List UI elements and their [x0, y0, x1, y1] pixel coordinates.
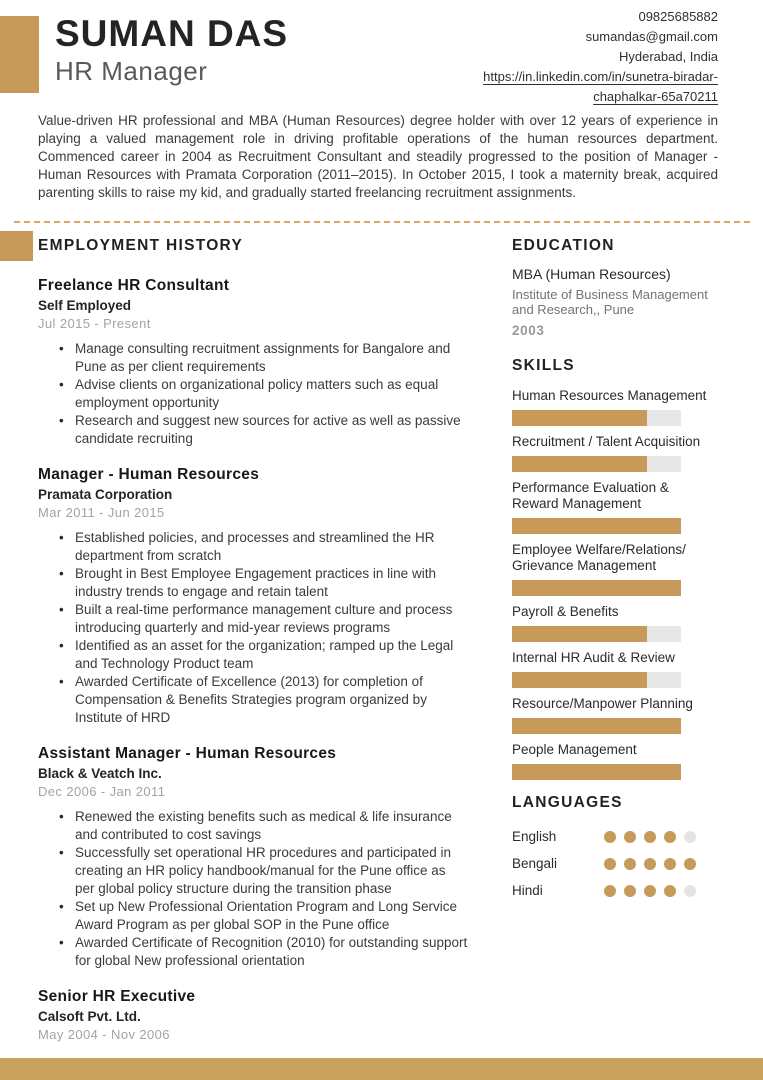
- skill-level-fill: [512, 672, 647, 688]
- job-company: Pramata Corporation: [38, 487, 173, 502]
- job-title: Manager - Human Resources: [38, 466, 260, 483]
- resume-header: [0, 0, 763, 104]
- education-heading: EDUCATION: [512, 237, 615, 254]
- job-company: Calsoft Pvt. Ltd.: [38, 1009, 141, 1024]
- skill-label: Human Resources Management: [512, 388, 707, 403]
- skill-level-fill: [512, 580, 681, 596]
- skill-item: [512, 696, 718, 734]
- identity-block: [55, 14, 288, 87]
- job-bullet: • Renewed the existing benefits such as medical & life insurance and contributed to cost savings: [57, 808, 468, 844]
- job-dates: Mar 2011 - Jun 2015: [38, 505, 165, 520]
- job-company: Black & Veatch Inc.: [38, 766, 162, 781]
- job-bullet: • Awarded Certificate of Recognition (2010) for outstanding support for global New professional orientation: [57, 934, 468, 970]
- job-bullet: • Manage consulting recruitment assignments for Bangalore and Pune as per client requirements: [57, 340, 468, 376]
- skill-level-fill: [512, 518, 681, 534]
- language-level-dot: [624, 885, 636, 897]
- skill-label: Recruitment / Talent Acquisition: [512, 434, 701, 449]
- language-level-dot: [664, 858, 676, 870]
- education-degree: MBA (Human Resources): [512, 266, 671, 282]
- skill-label: Resource/Manpower Planning: [512, 696, 693, 711]
- language-level-dot: [644, 885, 656, 897]
- linkedin-url-line2: chaphalkar-65a70211: [593, 89, 718, 104]
- job-bullet: • Brought in Best Employee Engagement practices in line with industry trends to engage and retain talent: [57, 565, 468, 601]
- language-level-dot: [684, 858, 696, 870]
- contact-info: [483, 7, 718, 107]
- job-bullet: • Successfully set operational HR procedures and participated in creating an HR policy handbook/manual for the Pune office as per global policy structure during the transition phase: [57, 844, 468, 898]
- skill-level-bar: [512, 764, 681, 780]
- header-accent-block: [0, 16, 39, 93]
- skill-level-bar: [512, 626, 681, 642]
- job-title: Senior HR Executive: [38, 988, 196, 1005]
- language-level-dot: [664, 885, 676, 897]
- job-dates: May 2004 - Nov 2006: [38, 1027, 170, 1042]
- skill-label: Internal HR Audit & Review: [512, 650, 675, 665]
- job-company: Self Employed: [38, 298, 132, 313]
- language-name: English: [512, 829, 557, 844]
- job-entry: [38, 277, 468, 448]
- skill-item: [512, 742, 718, 780]
- language-level-dot: [664, 831, 676, 843]
- education-school: Institute of Business Management and Research,, Pune: [512, 287, 708, 317]
- job-bullet: • Identified as an asset for the organization; ramped up the Legal and Technology Product team: [57, 637, 468, 673]
- language-level-dot: [604, 885, 616, 897]
- skill-item: [512, 542, 718, 596]
- skill-label: Payroll & Benefits: [512, 604, 619, 619]
- employment-heading-row: [38, 237, 468, 255]
- skill-level-bar: [512, 672, 681, 688]
- skill-level-bar: [512, 410, 681, 426]
- contact-phone: 09825685882: [638, 9, 718, 24]
- candidate-job-title: HR Manager: [55, 56, 208, 86]
- job-bullet: • Research and suggest new sources for active as well as passive candidate recruiting: [57, 412, 468, 448]
- contact-email: sumandas@gmail.com: [585, 29, 718, 44]
- employment-history-heading: EMPLOYMENT HISTORY: [38, 237, 244, 254]
- education-year: 2003: [512, 323, 545, 338]
- language-level-dot: [644, 831, 656, 843]
- language-name: Hindi: [512, 883, 543, 898]
- language-row: [512, 883, 718, 899]
- skill-label: Employee Welfare/Relations/ Grievance Management: [512, 542, 686, 573]
- language-level-dot: [624, 858, 636, 870]
- language-level-dots: [604, 885, 696, 897]
- job-entry: [38, 466, 468, 727]
- skill-item: [512, 388, 718, 426]
- skill-level-fill: [512, 718, 681, 734]
- job-bullet: • Established policies, and processes and streamlined the HR department from scratch: [57, 529, 468, 565]
- skill-level-fill: [512, 764, 681, 780]
- skill-level-bar: [512, 456, 681, 472]
- profile-summary: Value-driven HR professional and MBA (Human Resources) degree holder with over 12 years of experience in playing a valued management role in driving profitable operations of the human resources department. Commenced career in 2004 as Recruitment Consultant and steadily progressed to the position of Manager - Human Resources with Pramata Corporation (2011–2015). In October 2015, I took a maternity break, acquired parenting skills to raise my kid, and gradually started freelancing recruitment assignments.: [38, 113, 718, 200]
- language-level-dot: [624, 831, 636, 843]
- job-bullet: • Set up New Professional Orientation Program and Long Service Award Program as per global SOP in the Pune office: [57, 898, 468, 934]
- skill-label: Performance Evaluation & Reward Management: [512, 480, 669, 511]
- employment-accent-block: [0, 231, 33, 261]
- dashed-divider: [14, 221, 750, 223]
- job-bullet: • Awarded Certificate of Excellence (2013) for completion of Compensation & Benefits Strategies program organized by Institute of HRD: [57, 673, 468, 727]
- job-entry: [38, 988, 468, 1043]
- sidebar-column: [512, 237, 763, 1061]
- job-title: Assistant Manager - Human Resources: [38, 745, 337, 762]
- language-level-dots: [604, 831, 696, 843]
- skill-label: People Management: [512, 742, 637, 757]
- education-entry: [512, 266, 718, 339]
- language-level-dot: [644, 858, 656, 870]
- skill-item: [512, 480, 718, 534]
- job-dates: Jul 2015 - Present: [38, 316, 151, 331]
- language-row: [512, 829, 718, 845]
- language-name: Bengali: [512, 856, 558, 871]
- bottom-accent-bar: [0, 1058, 763, 1080]
- employment-column: [0, 237, 512, 1061]
- language-level-dots: [604, 858, 696, 870]
- skill-level-bar: [512, 718, 681, 734]
- contact-linkedin-link[interactable]: [483, 67, 718, 107]
- language-row: [512, 856, 718, 872]
- linkedin-url-line1: https://in.linkedin.com/in/sunetra-biradar-: [483, 69, 718, 84]
- languages-heading: LANGUAGES: [512, 794, 623, 811]
- job-bullet-list: [57, 808, 468, 970]
- language-level-dot: [684, 831, 696, 843]
- skill-level-fill: [512, 626, 647, 642]
- skill-item: [512, 650, 718, 688]
- skill-level-fill: [512, 456, 647, 472]
- skills-heading: SKILLS: [512, 357, 575, 374]
- candidate-name: SUMAN DAS: [55, 13, 289, 54]
- language-level-dot: [604, 858, 616, 870]
- job-title: Freelance HR Consultant: [38, 277, 230, 294]
- job-bullet: • Advise clients on organizational policy matters such as equal employment opportunity: [57, 376, 468, 412]
- contact-location: Hyderabad, India: [618, 49, 718, 64]
- skill-level-fill: [512, 410, 647, 426]
- skill-item: [512, 604, 718, 642]
- language-level-dot: [604, 831, 616, 843]
- language-level-dot: [684, 885, 696, 897]
- skill-level-bar: [512, 518, 681, 534]
- job-entry: [38, 745, 468, 970]
- skill-level-bar: [512, 580, 681, 596]
- job-bullet-list: [57, 529, 468, 727]
- skill-item: [512, 434, 718, 472]
- job-bullet: • Built a real-time performance management culture and process introducing quarterly and mid-year reviews programs: [57, 601, 468, 637]
- job-dates: Dec 2006 - Jan 2011: [38, 784, 166, 799]
- body-columns: [0, 237, 763, 1061]
- job-bullet-list: [57, 340, 468, 448]
